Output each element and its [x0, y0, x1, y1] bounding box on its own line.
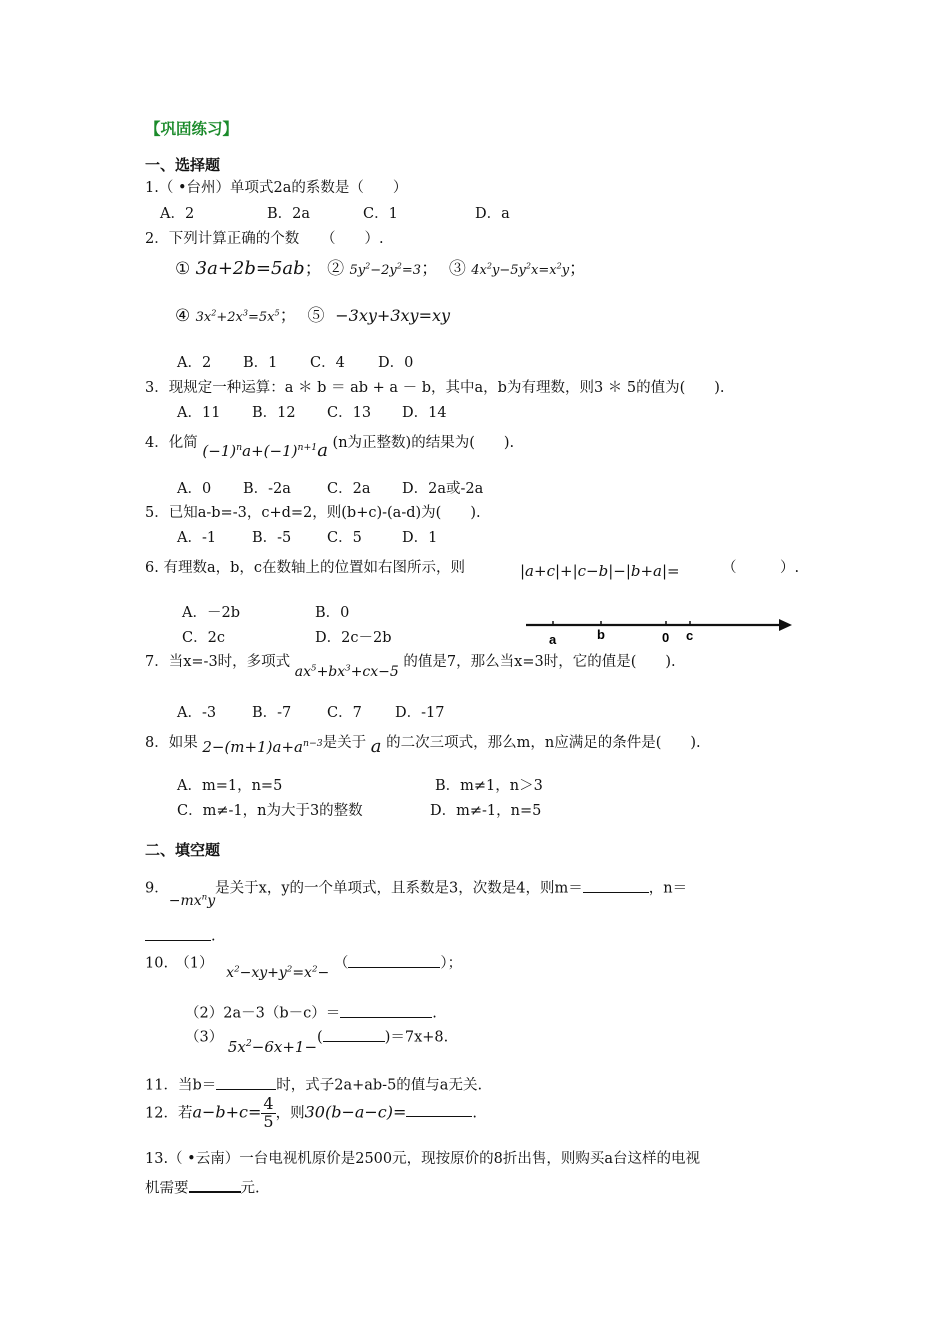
q7-option-a: A．-3 [177, 705, 217, 721]
q4-expr-exp: n [236, 442, 243, 453]
q2-expr-3-part: 4x [471, 263, 487, 278]
q8-expr-exp: n−3 [302, 738, 323, 749]
q13-line2-text: 机需要 [145, 1180, 189, 1197]
q2-option-d: D．0 [378, 355, 414, 371]
q9-blank-m[interactable] [583, 877, 649, 893]
q9-end: . [211, 928, 216, 945]
q12-end: . [472, 1105, 478, 1122]
q7-stem [145, 654, 676, 680]
q10-expr-part: x [226, 964, 235, 981]
q2-circle-4: ④ [175, 306, 191, 326]
q12-fraction [261, 1096, 275, 1131]
q10-part3-expr-part: 5x [227, 1037, 246, 1056]
q10-part3-paren-open: ( [317, 1029, 323, 1046]
q12-stem-mid: ，则 [275, 1105, 305, 1122]
q10-paren-close: ）； [440, 955, 463, 972]
q3-option-d: D．14 [402, 405, 447, 421]
q11-stem-post: 时，式子2a+ab-5的值与a无关. [276, 1077, 483, 1094]
label-c: c [686, 628, 694, 643]
q12-expr-1: a−b+c= [192, 1102, 262, 1122]
q10-expr-part: − [317, 964, 330, 981]
q8-stem [145, 731, 701, 757]
q2-option-c: C．4 [310, 355, 345, 371]
q2-expr-3-exp: 2 [486, 261, 493, 271]
q8-option-d: D．m≠-1，n=5 [430, 803, 542, 819]
q2-expr-3-exp: 2 [556, 261, 562, 271]
q2-expr-2-exp: 2 [365, 261, 371, 271]
q10-blank-1[interactable] [348, 952, 440, 968]
label-b: b [597, 627, 605, 642]
q1-stem: 1.（ •台州）单项式2a的系数是（ ） [145, 180, 408, 196]
q10-number: 10. （1） [145, 955, 214, 972]
q4-stem-post: (n为正整数)的结果为( ). [332, 435, 515, 451]
q10-expr-exp: 2 [311, 963, 318, 974]
q2-expr-3 [471, 263, 569, 278]
q9-number: 9． [145, 880, 169, 897]
q4-option-d: D．2a或-2a [402, 481, 484, 497]
q9-expr-part: −mx [168, 892, 202, 909]
q4-expr-exp: n+1 [297, 442, 318, 453]
q7-expr-part: ax [294, 664, 312, 680]
q1-option-d: D．a [475, 206, 510, 222]
q4-expression [202, 442, 328, 460]
q2-formula-row2 [175, 306, 450, 326]
q8-stem-post: 的二次三项式，那么m，n应满足的条件是( ). [386, 735, 701, 751]
q10-blank-2[interactable] [340, 1002, 432, 1018]
q8-expr-part: 2−(m+1)a+a [202, 738, 303, 756]
q8-expression [202, 738, 322, 756]
q7-option-c: C．7 [327, 705, 362, 721]
q7-expr-exp: 3 [345, 663, 351, 674]
q5-option-d: D．1 [402, 530, 438, 546]
q6-stem-pre: 6. 有理数a，b，c在数轴上的位置如右图所示，则 [145, 560, 465, 576]
q8-variable: a [370, 736, 382, 757]
q3-stem: 3．现规定一种运算：a ＊ b ＝ ab + a － b，其中a，b为有理数，则3 ＊ 5的值为( ). [145, 380, 725, 396]
q2-circle-3: ③ [448, 259, 466, 279]
q6-option-c: C．2c [182, 630, 225, 646]
q8-stem-mid: 是关于 [322, 735, 367, 751]
q4-stem-pre: 4．化简 [145, 435, 198, 451]
q13-line1: 13.（ •云南）一台电视机原价是2500元，现按原价的8折出售，则购买a台这样的电视 [145, 1151, 700, 1167]
q3-option-c: C．13 [327, 405, 372, 421]
q2-expr-4-part: =5x [248, 310, 275, 325]
section-heading-fill: 二、填空题 [145, 841, 221, 859]
q1-option-c: C．1 [363, 206, 398, 222]
q2-formula-row1 [175, 258, 586, 280]
q10-part3-expr-part: −6x+1− [251, 1037, 318, 1056]
q2-expr-1: 3a+2b=5ab [195, 258, 305, 279]
q4-expr-part: (−1) [202, 442, 237, 460]
q11-blank[interactable] [216, 1074, 276, 1090]
q2-expr-2-part: −2y [370, 263, 397, 278]
q9-expr-part: y [207, 892, 216, 909]
q4-option-c: C．2a [327, 481, 371, 497]
q12-stem [145, 1096, 477, 1131]
q10-part3-expression [228, 1038, 317, 1056]
q7-option-b: B．-7 [252, 705, 292, 721]
page-title: 【巩固练习】 [145, 119, 239, 138]
q4-expr-part: a [317, 440, 328, 461]
q2-stem: 2．下列计算正确的个数 （ ）. [145, 231, 384, 247]
label-a: a [549, 632, 557, 647]
q10-paren-open: （ [333, 955, 349, 972]
q5-stem: 5．已知a-b=-3，c+d=2，则(b+c)-(a-d)为( ). [145, 505, 481, 521]
q10-expr-part: =x [292, 964, 312, 981]
q2-sep-3: ； [569, 259, 587, 279]
q2-expr-2-part: =3 [401, 263, 422, 278]
q8-stem-pre: 8．如果 [145, 735, 198, 751]
q10-expr-exp: 2 [286, 963, 293, 974]
q2-expr-4-exp: 3 [242, 308, 249, 318]
q12-fraction-denominator: 5 [263, 1111, 274, 1131]
q5-option-c: C．5 [327, 530, 362, 546]
q10-expr-part: −xy+y [239, 964, 287, 981]
q2-expr-4 [196, 310, 280, 325]
q10-part1 [145, 952, 463, 981]
q7-option-d: D．-17 [395, 705, 445, 721]
q9-expr-exp: n [201, 891, 208, 902]
q8-option-c: C．m≠-1，n为大于3的整数 [177, 803, 363, 819]
q2-expr-3-part: y [561, 263, 570, 278]
q1-option-a: A．2 [160, 206, 195, 222]
q10-part3-paren-close: )＝7x+8. [384, 1029, 449, 1046]
q8-option-a: A．m=1，n=5 [177, 778, 283, 794]
number-line [520, 612, 800, 648]
q2-expr-2-exp: 2 [396, 261, 402, 271]
q10-part3 [185, 1026, 449, 1056]
q3-option-b: B．12 [252, 405, 296, 421]
q6-option-a: A．－2b [182, 605, 240, 621]
q12-blank[interactable] [406, 1102, 472, 1118]
q10-part3-label: （3） [185, 1029, 224, 1046]
q2-expr-2-part: 5y [349, 263, 366, 278]
q9-stem [145, 877, 688, 909]
q9-expression [169, 893, 215, 909]
q2-expr-3-part: x=x [531, 263, 557, 278]
q2-sep-1: ； [304, 259, 322, 279]
q2-expr-5: −3xy+3xy=xy [335, 306, 451, 325]
q7-expr-part: +bx [316, 664, 346, 680]
section-heading-choice: 一、选择题 [145, 156, 221, 174]
q4-expr-part: a+(−1) [242, 442, 298, 460]
q9-line2 [145, 925, 216, 946]
q2-circle-1: ① [175, 259, 191, 279]
q5-option-a: A．-1 [177, 530, 217, 546]
q8-option-b: B．m≠1，n＞3 [435, 778, 543, 794]
label-0: 0 [662, 630, 670, 645]
q7-stem-pre: 7．当x=-3时，多项式 [145, 654, 291, 670]
q2-sep-4: ； [279, 306, 297, 326]
q2-expr-3-exp: 2 [525, 261, 531, 271]
q12-expr-2: 30(b−a−c)= [304, 1102, 407, 1122]
q3-option-a: A．11 [177, 405, 221, 421]
q9-blank-n[interactable] [145, 925, 211, 941]
q10-part3-expr-exp: 2 [245, 1037, 252, 1049]
q2-expr-3-part: y−5y [492, 263, 526, 278]
q7-expr-part: +cx−5 [350, 664, 399, 680]
q11-stem [145, 1074, 482, 1095]
number-line-arrow [779, 619, 792, 631]
q4-option-a: A．0 [177, 481, 212, 497]
q5-option-b: B．-5 [252, 530, 292, 546]
q13-line2 [145, 1176, 260, 1198]
q10-blank-3[interactable] [323, 1026, 385, 1042]
q2-circle-2: ② [327, 259, 345, 279]
q1-option-b: B．2a [267, 206, 311, 222]
q4-stem [145, 431, 515, 461]
q6-stem-post: （ ）. [722, 560, 800, 576]
q4-option-b: B．-2a [243, 481, 291, 497]
q7-expr-exp: 5 [311, 663, 317, 674]
q2-option-a: A．2 [177, 355, 212, 371]
q2-expr-4-part: +2x [216, 310, 243, 325]
q6-expression: |a+c|+|c−b|−|b+a|= [520, 562, 680, 580]
q2-expr-2 [350, 263, 422, 278]
q12-fraction-numerator: 4 [263, 1094, 274, 1113]
q2-sep-2: ； [421, 259, 439, 279]
q2-expr-4-exp: 5 [274, 308, 280, 318]
q2-expr-4-exp: 2 [211, 308, 217, 318]
q12-stem-pre: 12．若 [145, 1105, 193, 1122]
q6-option-b: B．0 [315, 605, 350, 621]
q10-expr-exp: 2 [234, 963, 240, 974]
q10-part2 [185, 1002, 437, 1023]
q13-line2-end: 元. [240, 1180, 260, 1197]
q6-option-d: D．2c－2b [315, 630, 392, 646]
q2-expr-4-part: 3x [195, 310, 212, 325]
q10-expression [226, 965, 329, 981]
q13-blank[interactable] [189, 1176, 241, 1193]
q2-circle-5: ⑤ [307, 306, 325, 326]
q9-stem-text: 是关于x，y的一个单项式，且系数是3，次数是4，则m＝ [215, 880, 583, 897]
q7-stem-post: 的值是7，那么当x=3时，它的值是( ). [403, 654, 676, 670]
q11-stem-pre: 11．当b＝ [145, 1077, 217, 1094]
q10-part2-text: （2）2a－3（b－c）＝ [185, 1005, 341, 1022]
q9-stem-mid: ，n＝ [648, 880, 688, 897]
q2-option-b: B．1 [243, 355, 278, 371]
q7-expression [295, 664, 399, 680]
q10-part2-end: . [432, 1005, 437, 1022]
